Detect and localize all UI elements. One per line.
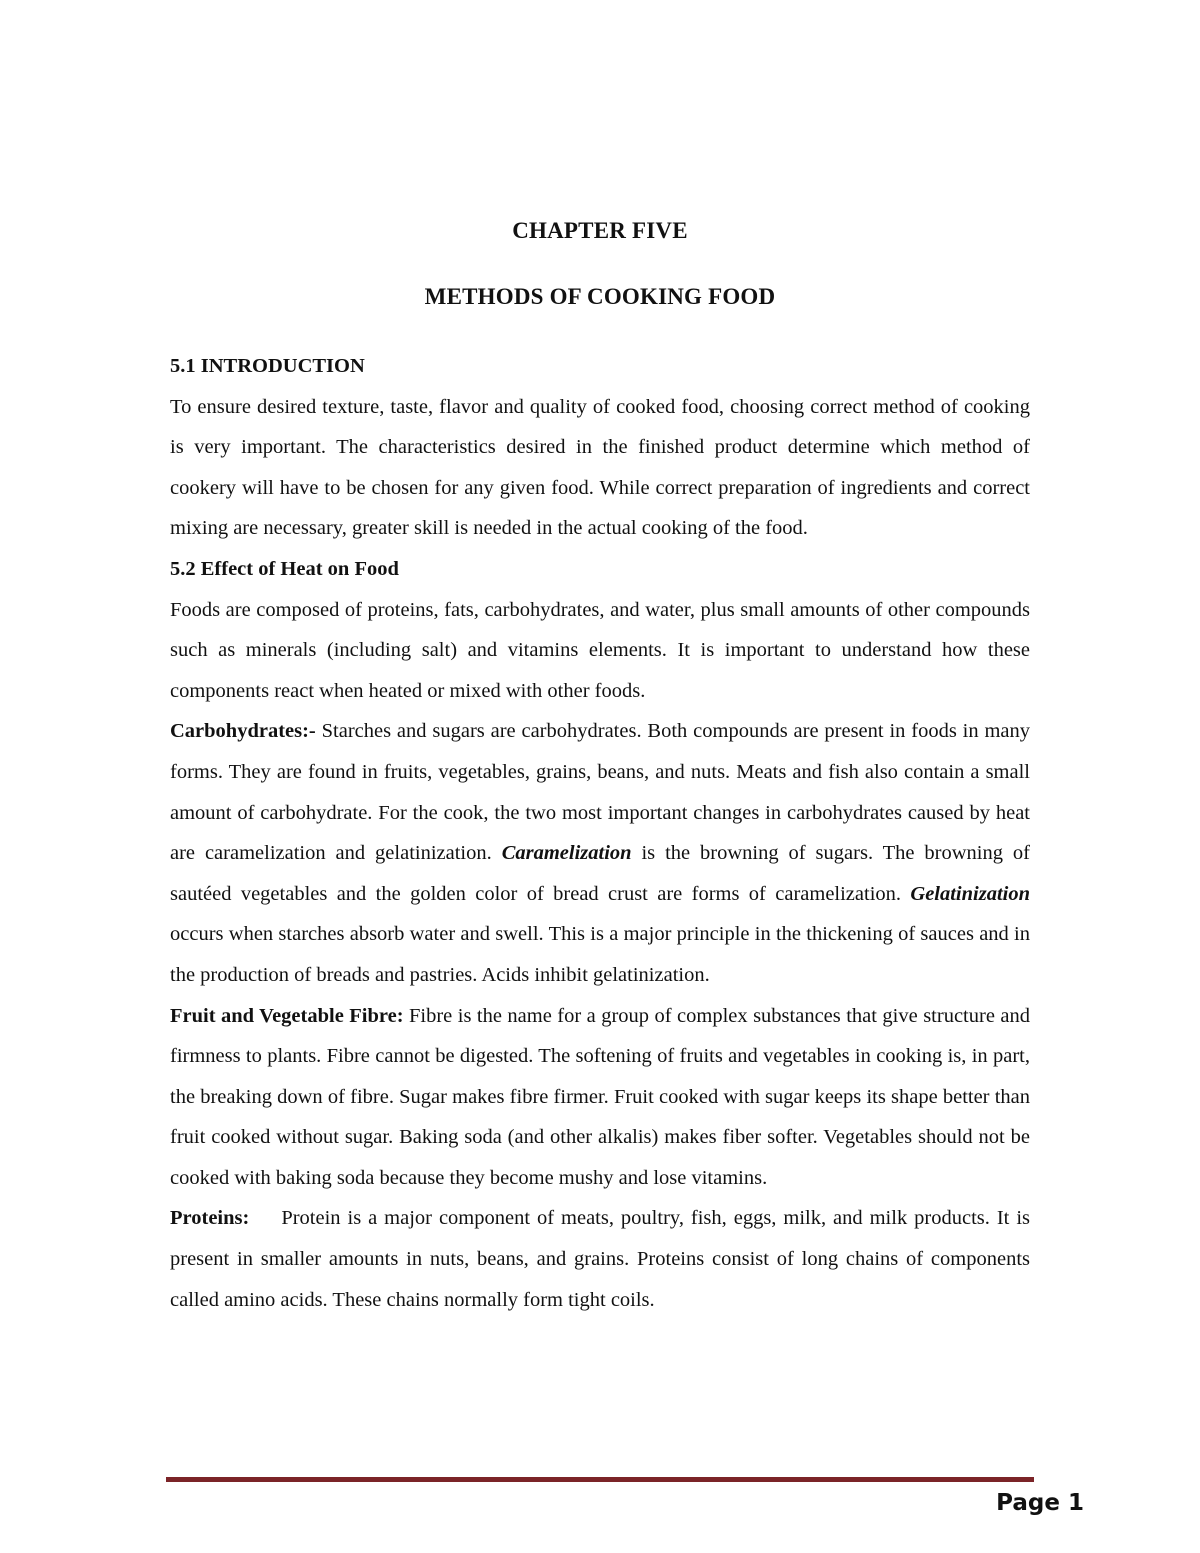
carbohydrates-term: Carbohydrates:-: [170, 720, 316, 743]
fibre-paragraph: [170, 996, 1030, 1199]
section-heading-5-2: 5.2 Effect of Heat on Food: [170, 557, 399, 580]
page-number: Page 1: [996, 1490, 1084, 1516]
carbohydrates-paragraph: [170, 711, 1030, 995]
fibre-term: Fruit and Vegetable Fibre:: [170, 1004, 404, 1027]
chapter-title: CHAPTER FIVE: [512, 218, 688, 243]
body-content: [170, 346, 1030, 1320]
gelatinization-term: Gelatinization: [910, 882, 1030, 905]
carbohydrates-text-1: Starches and sugars are carbohydrates. Both compounds are present in foods in many forms. They are found in fruits, vegetables, grains, beans, and nuts. Meats and fish also contain a small amount of carbohydrate. For the cook, the two most important changes in carbohydrates caused by heat are caramelization and gelatinization.: [170, 720, 1030, 865]
intro-paragraph: To ensure desired texture, taste, flavor and quality of cooked food, choosing correct method of cooking is very important. The characteristics desired in the finished product determine which method of cookery will have to be chosen for any given food. While correct preparation of ingredients and correct mixing are necessary, greater skill is needed in the actual cooking of the food.: [170, 395, 1030, 540]
proteins-text: Protein is a major component of meats, poultry, fish, eggs, milk, and milk products. It is present in smaller amounts in nuts, beans, and grains. Proteins consist of long chains of components called amino acids. These chains normally form tight coils.: [170, 1207, 1030, 1311]
fibre-text: Fibre is the name for a group of complex substances that give structure and firmness to plants. Fibre cannot be digested. The softening of fruits and vegetables in cooking is, in part, the breaking down of fibre. Sugar makes fibre firmer. Fruit cooked with sugar keeps its shape better than fruit cooked without sugar. Baking soda (and other alkalis) makes fiber softer. Vegetables should not be cooked with baking soda because they become mushy and lose vitamins.: [170, 1004, 1030, 1189]
caramelization-term: Caramelization: [501, 842, 632, 865]
carbohydrates-text-3: occurs when starches absorb water and swell. This is a major principle in the thickening of sauces and in the production of breads and pastries. Acids inhibit gelatinization.: [170, 923, 1030, 986]
chapter-subtitle: METHODS OF COOKING FOOD: [424, 284, 776, 309]
carbohydrates-text-2: is the browning of sugars. The browning of sautéed vegetables and the golden color of bread crust are forms of caramelization.: [170, 842, 1031, 905]
proteins-paragraph: [170, 1198, 1030, 1320]
proteins-term: Proteins:: [170, 1207, 250, 1230]
section-heading-5-1: 5.1 INTRODUCTION: [170, 355, 365, 377]
heat-effect-paragraph: Foods are composed of proteins, fats, carbohydrates, and water, plus small amounts of other compounds such as minerals (including salt) and vitamins elements. It is important to understand how these components react when heated or mixed with other foods.: [170, 598, 1030, 702]
footer-rule: [166, 1477, 1034, 1482]
